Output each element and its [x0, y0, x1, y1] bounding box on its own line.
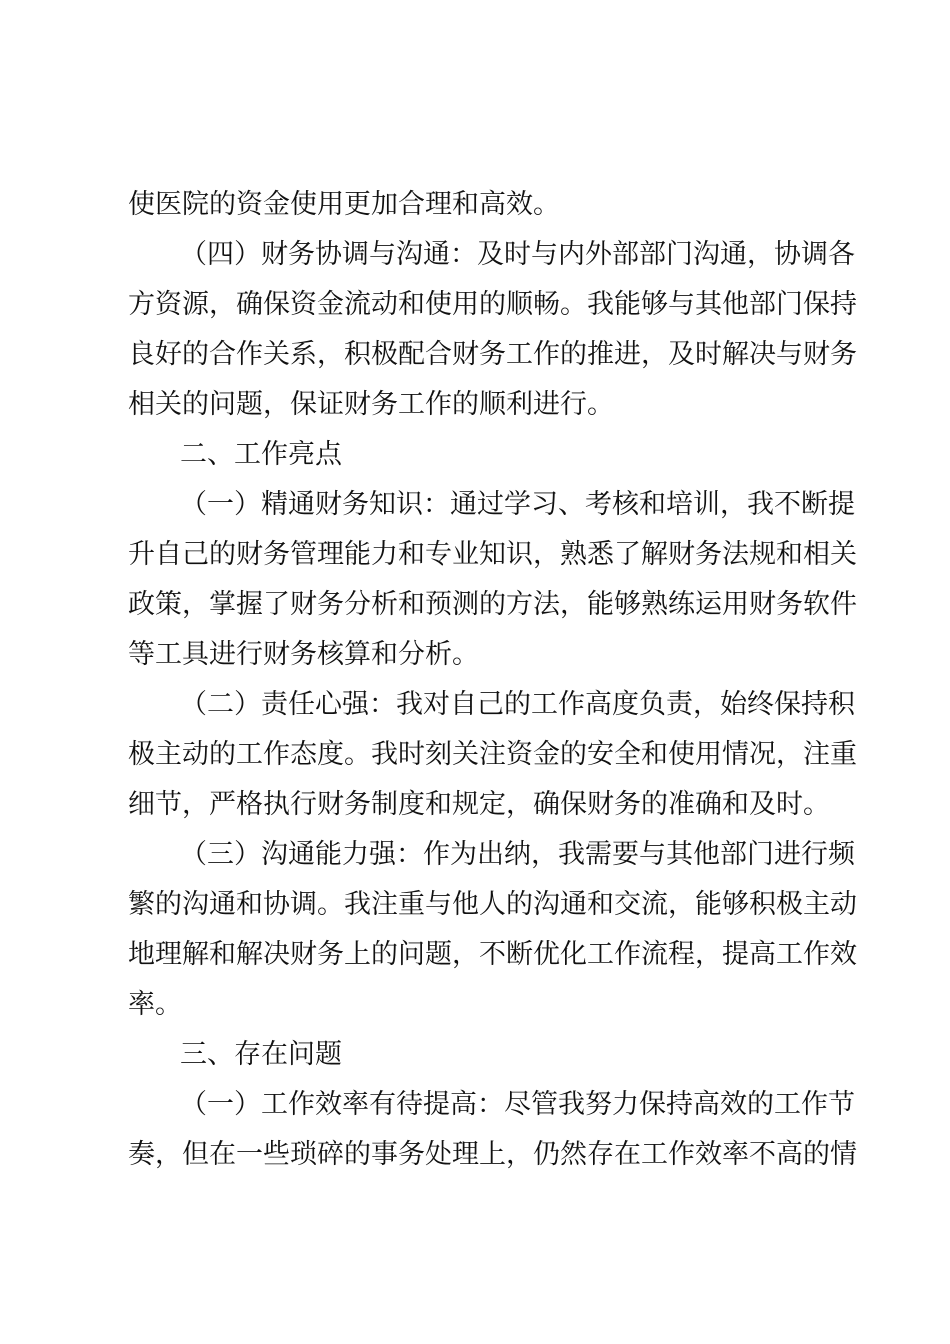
text-line: （一）工作效率有待提高：尽管我努力保持高效的工作节: [180, 1089, 855, 1120]
text-line: 方资源，确保资金流动和使用的顺畅。我能够与其他部门保持: [128, 289, 857, 320]
text-line: 使医院的资金使用更加合理和高效。: [128, 189, 560, 220]
text-line: （四）财务协调与沟通：及时与内外部部门沟通，协调各: [180, 239, 855, 270]
text-line: 政策，掌握了财务分析和预测的方法，能够熟练运用财务软件: [128, 589, 857, 620]
text-line: 繁的沟通和协调。我注重与他人的沟通和交流，能够积极主动: [128, 889, 857, 920]
text-line: 升自己的财务管理能力和专业知识，熟悉了解财务法规和相关: [128, 539, 857, 570]
section-heading: 三、存在问题: [180, 1039, 342, 1070]
text-line: 细节，严格执行财务制度和规定，确保财务的准确和及时。: [128, 789, 830, 820]
text-line: （二）责任心强：我对自己的工作高度负责，始终保持积: [180, 689, 855, 720]
text-line: 奏，但在一些琐碎的事务处理上，仍然存在工作效率不高的情: [128, 1139, 857, 1170]
text-line: 地理解和解决财务上的问题，不断优化工作流程，提高工作效: [128, 939, 857, 970]
text-line: 等工具进行财务核算和分析。: [128, 639, 479, 670]
text-line: （一）精通财务知识：通过学习、考核和培训，我不断提: [180, 489, 855, 520]
text-line: 良好的合作关系，积极配合财务工作的推进，及时解决与财务: [128, 339, 857, 370]
text-line: 相关的问题，保证财务工作的顺利进行。: [128, 389, 614, 420]
text-line: （三）沟通能力强：作为出纳，我需要与其他部门进行频: [180, 839, 855, 870]
section-heading: 二、工作亮点: [180, 439, 342, 470]
text-line: 率。: [128, 989, 182, 1020]
text-line: 极主动的工作态度。我时刻关注资金的安全和使用情况，注重: [128, 739, 857, 770]
